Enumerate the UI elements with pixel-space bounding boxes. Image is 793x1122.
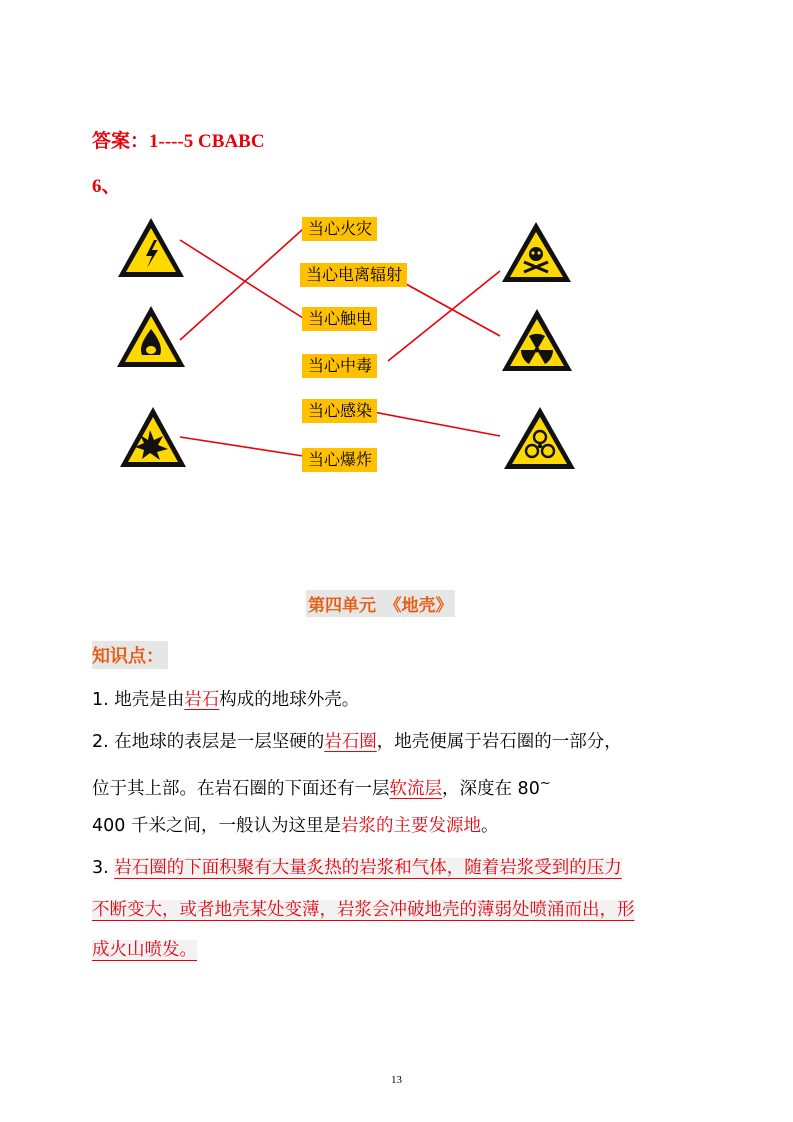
question-number: 6、 <box>92 176 121 197</box>
paragraph-2-line-3: 400 千米之间，一般认为这里是岩浆的主要发源地。 <box>92 816 499 836</box>
paragraph-2-line-2: 位于其上部。在岩石圈的下面还有一层软流层，深度在 80~ <box>92 776 551 799</box>
keyword-lithosphere: 岩石圈 <box>324 732 377 752</box>
explosive-sign-icon <box>120 407 186 467</box>
keyword-magma-source: 岩浆的主要发源地 <box>340 816 481 836</box>
page-number: 13 <box>391 1074 402 1086</box>
paragraph-1: 1. 地壳是由岩石构成的地球外壳。 <box>92 690 360 710</box>
line-fire-to-fire <box>180 229 303 340</box>
flammable-sign-icon <box>117 306 185 367</box>
radiation-sign-icon <box>502 309 572 371</box>
label-fire: 当心火灾 <box>302 217 377 241</box>
label-infection: 当心感染 <box>302 399 377 423</box>
answer-line: 答案：1----5 CBABC <box>92 131 265 152</box>
line-explosive-to-explosion <box>180 437 303 456</box>
line-shock-to-electric <box>180 240 303 318</box>
electric-shock-sign-icon <box>118 218 184 277</box>
paragraph-3-line-2: 不断变大，或者地壳某处变薄，岩浆会冲破地壳的薄弱处喷涌而出，形 <box>92 900 635 920</box>
paragraph-2-line-1: 2. 在地球的表层是一层坚硬的岩石圈，地壳便属于岩石圈的一部分， <box>92 732 622 752</box>
keyword-rock: 岩石 <box>184 690 220 710</box>
matching-diagram <box>0 0 793 520</box>
biohazard-sign-icon <box>504 407 575 469</box>
paragraph-3-line-1: 3. 岩石圈的下面积聚有大量炙热的岩浆和气体，随着岩浆受到的压力 <box>92 858 622 878</box>
label-poisoning: 当心中毒 <box>302 354 377 378</box>
paragraph-3-line-3: 成火山喷发。 <box>92 940 197 960</box>
label-electric-shock: 当心触电 <box>302 307 377 331</box>
line-infection-to-biohazard <box>363 410 500 436</box>
label-ionizing-radiation: 当心电离辐射 <box>300 263 407 287</box>
keyword-asthenosphere: 软流层 <box>389 778 442 799</box>
unit-title: 第四单元 《地壳》 <box>306 590 455 617</box>
knowledge-heading: 知识点： <box>92 641 168 669</box>
toxic-sign-icon <box>502 222 571 282</box>
label-explosion: 当心爆炸 <box>302 448 377 472</box>
